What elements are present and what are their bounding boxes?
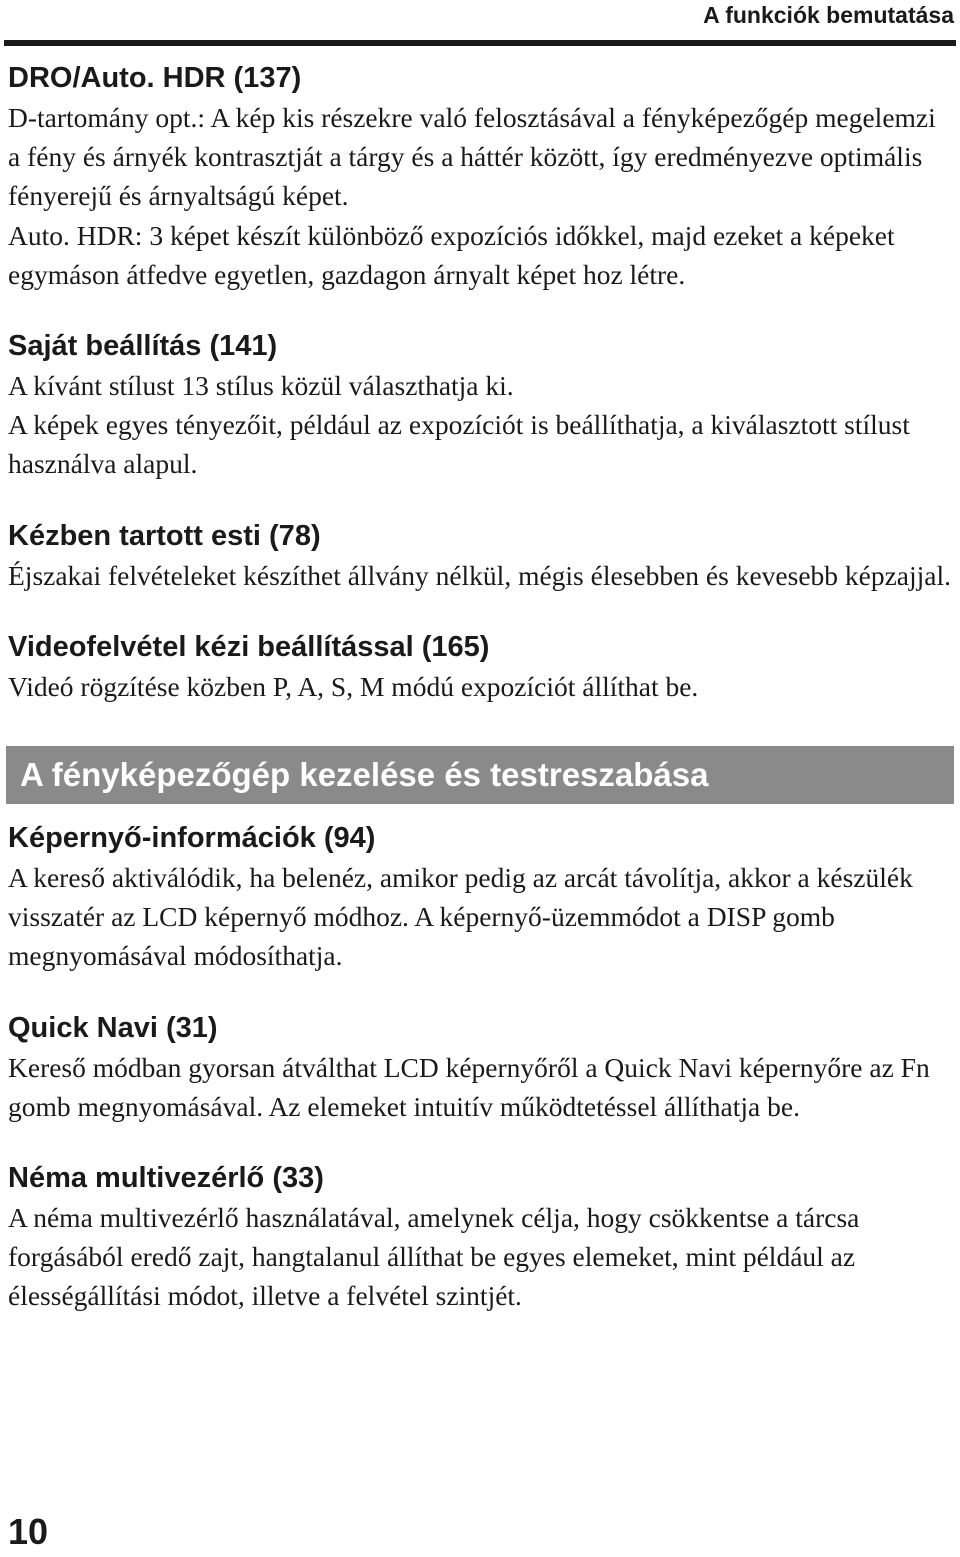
section-heading: Kézben tartott esti (78) bbox=[8, 519, 321, 552]
running-title: A funkciók bemutatása bbox=[703, 2, 954, 28]
header-rule bbox=[4, 40, 956, 46]
section-paragraph: A képek egyes tényezőit, például az expozíciót is beállíthatja, a kiválasztott stílust használva alapul. bbox=[8, 409, 910, 480]
section-paragraph: Auto. HDR: 3 képet készít különböző expozíciós időkkel, majd ezeket a képeket egymáson átfedve egyetlen, gazdagon árnyalt képet hoz létre. bbox=[8, 219, 895, 290]
chapter-banner: A fényképezőgép kezelése és testreszabása bbox=[6, 746, 954, 804]
section-paragraph: D-tartomány opt.: A kép kis részekre való felosztásával a fényképezőgép megelemzi a fény és árnyék kontrasztját a tárgy és a háttér között, így eredményezve optimális fényerejű és árnyaltságú képet. bbox=[8, 102, 936, 212]
section-paragraph: A kívánt stílust 13 stílus közül választhatja ki. bbox=[8, 370, 514, 402]
section-heading: Saját beállítás (141) bbox=[8, 330, 278, 363]
section-heading: Képernyő-információk (94) bbox=[8, 822, 376, 855]
section-sajat-beallitas bbox=[8, 326, 952, 484]
section-heading: Videofelvétel kézi beállítással (165) bbox=[8, 630, 490, 663]
section-heading: Néma multivezérlő (33) bbox=[8, 1162, 324, 1195]
page-number: 10 bbox=[8, 1511, 49, 1552]
section-videofelvetel bbox=[8, 627, 952, 706]
section-paragraph: Videó rögzítése közben P, A, S, M módú expozíciót állíthat be. bbox=[8, 670, 699, 702]
section-kezben-tartott-esti bbox=[8, 516, 952, 595]
section-dro-auto-hdr bbox=[8, 58, 952, 294]
section-nema-multivezerlo bbox=[8, 1158, 952, 1316]
section-paragraph: Kereső módban gyorsan átválthat LCD képernyőről a Quick Navi képernyőre az Fn gomb megnyomásával. Az elemeket intuitív működtetéssel állíthatja be. bbox=[8, 1051, 930, 1122]
section-quick-navi bbox=[8, 1008, 952, 1126]
section-heading: Quick Navi (31) bbox=[8, 1011, 218, 1044]
section-paragraph: A kereső aktiválódik, ha belenéz, amikor pedig az arcát távolítja, akkor a készülék visszatér az LCD képernyő módhoz. A képernyő-üzemmódot a DISP gomb megnyomásával módosíthatja. bbox=[8, 862, 913, 972]
section-paragraph: A néma multivezérlő használatával, amelynek célja, hogy csökkentse a tárcsa forgásából eredő zajt, hangtalanul állíthat be egyes elemeket, mint például az élességállítási módot, illetve a felvétel szintjét. bbox=[8, 1202, 860, 1312]
section-heading: DRO/Auto. HDR (137) bbox=[8, 62, 302, 94]
page-content bbox=[8, 58, 952, 1316]
section-paragraph: Éjszakai felvételeket készíthet állvány nélkül, mégis élesebben és kevesebb képzajjal. bbox=[8, 559, 952, 591]
section-kepernyo-informaciok bbox=[8, 818, 952, 976]
